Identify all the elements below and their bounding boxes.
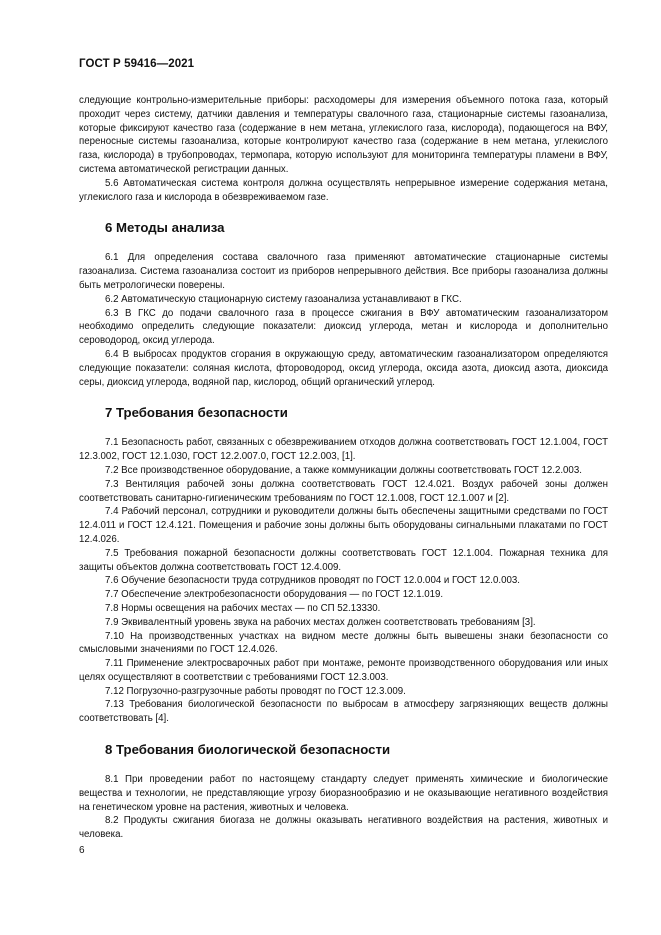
page-number: 6 <box>79 845 85 856</box>
paragraph-6-1: 6.1 Для определения состава свалочного газа применяют автоматические стационарные системы газоанализа. Система газоанализа состоит из приборов непрерывного действия. Все приборы газоанализа должны быть метрологически поверены. <box>79 252 608 291</box>
paragraph-7-10: 7.10 На производственных участках на видном месте должны быть вывешены знаки безопасности со смысловыми значениями по ГОСТ 12.4.026. <box>79 630 608 656</box>
paragraph-continuation: следующие контрольно-измерительные приборы: расходомеры для измерения объемного потока газа, который проходит через систему, датчики давления и температуры свалочного газа, стационарные системы газоанализа, которые фиксируют качество газа (содержание в нем метана, углекислого газа, кислорода), подающегося на ВФУ, переносные системы газоанализа, которые контролируют качество газа (содержание в нем метана, углекислого газа, кислорода) в трубопроводах, термопара, которую используют для мониторинга температуры пламени в ВФУ, система автоматической регистрации данных. <box>79 95 608 175</box>
paragraph-7-6: 7.6 Обучение безопасности труда сотрудников проводят по ГОСТ 12.0.004 и ГОСТ 12.0.003. <box>105 575 520 587</box>
paragraph-7-13: 7.13 Требования биологической безопасности по выбросам в атмосферу загрязняющих веществ должны соответствовать [4]. <box>79 699 608 725</box>
document-body <box>79 94 608 842</box>
paragraph-6-2: 6.2 Автоматическую стационарную систему газоанализа устанавливают в ГКС. <box>105 293 462 305</box>
paragraph-7-8: 7.8 Нормы освещения на рабочих местах — по СП 52.13330. <box>105 602 381 614</box>
paragraph-7-2: 7.2 Все производственное оборудование, а также коммуникации должны соответствовать ГОСТ 12.2.003. <box>105 464 582 476</box>
paragraph-7-9: 7.9 Эквивалентный уровень звука на рабочих местах должен соответствовать требованиям [3]. <box>105 616 536 628</box>
paragraph-7-5: 7.5 Требования пожарной безопасности должны соответствовать ГОСТ 12.1.004. Пожарная техника для защиты объектов должна соответствовать ГОСТ 12.4.009. <box>79 547 608 573</box>
paragraph-7-11: 7.11 Применение электросварочных работ при монтаже, ремонте производственного оборудования или иных целях осуществляют в соответствии с требованиями ГОСТ 12.3.003. <box>79 658 608 683</box>
section-heading-8: 8 Требования биологической безопасности <box>105 742 391 758</box>
paragraph-7-4: 7.4 Рабочий персонал, сотрудники и руководители должны быть обеспечены защитными средствами по ГОСТ 12.4.011 и ГОСТ 12.4.121. Помещения и рабочие зоны должны быть оборудованы сигнальными плакатами по ГОСТ 12.4.026. <box>79 506 608 545</box>
section-heading-7: 7 Требования безопасности <box>105 405 288 421</box>
paragraph-7-7: 7.7 Обеспечение электробезопасности оборудования — по ГОСТ 12.1.019. <box>105 589 444 601</box>
paragraph-6-3: 6.3 В ГКС до подачи свалочного газа в процессе сжигания в ВФУ автоматическим газоанализатором необходимо определить следующие показатели: диоксид углерода, метан и кислорода и дополнительно сероводород, оксид углерода. <box>79 307 608 347</box>
paragraph-7-3: 7.3 Вентиляция рабочей зоны должна соответствовать ГОСТ 12.4.021. Воздух рабочей зоны должен соответствовать санитарно-гигиеническим требованиям по ГОСТ 12.1.008, ГОСТ 12.1.007 и [2]. <box>79 478 608 504</box>
paragraph-7-12: 7.12 Погрузочно-разгрузочные работы проводят по ГОСТ 12.3.009. <box>105 685 406 697</box>
document-header: ГОСТ Р 59416—2021 <box>79 58 195 70</box>
paragraph-7-1: 7.1 Безопасность работ, связанных с обезвреживанием отходов должна соответствовать ГОСТ 12.1.004, ГОСТ 12.3.002, ГОСТ 12.1.030, ГОСТ 12.2.007.0, ГОСТ 12.2.003, [1]. <box>79 437 608 463</box>
paragraph-6-4: 6.4 В выбросах продуктов сгорания в окружающую среду, автоматическим газоанализатором определяются следующие показатели: соляная кислота, фтороводород, оксид углерода, оксида азота, диоксид азота, диоксида серы, диоксид углерода, водяной пар, кислород, общий органический углерод. <box>79 348 608 388</box>
paragraph-5-6: 5.6 Автоматическая система контроля должна осуществлять непрерывное измерение содержания метана, углекислого газа и кислорода в обезвреживаемом газе. <box>79 177 608 203</box>
section-heading-6: 6 Методы анализа <box>105 220 225 236</box>
paragraph-8-1: 8.1 При проведении работ по настоящему стандарту следует применять химические и биологические вещества и технологии, не представляющие угрозу биоразнообразию и не оказывающие негативного воздействия на генетическом уровне на растения, животных и человека. <box>79 774 608 813</box>
paragraph-8-2: 8.2 Продукты сжигания биогаза не должны оказывать негативного воздействия на растения, животных и человека. <box>79 815 608 841</box>
